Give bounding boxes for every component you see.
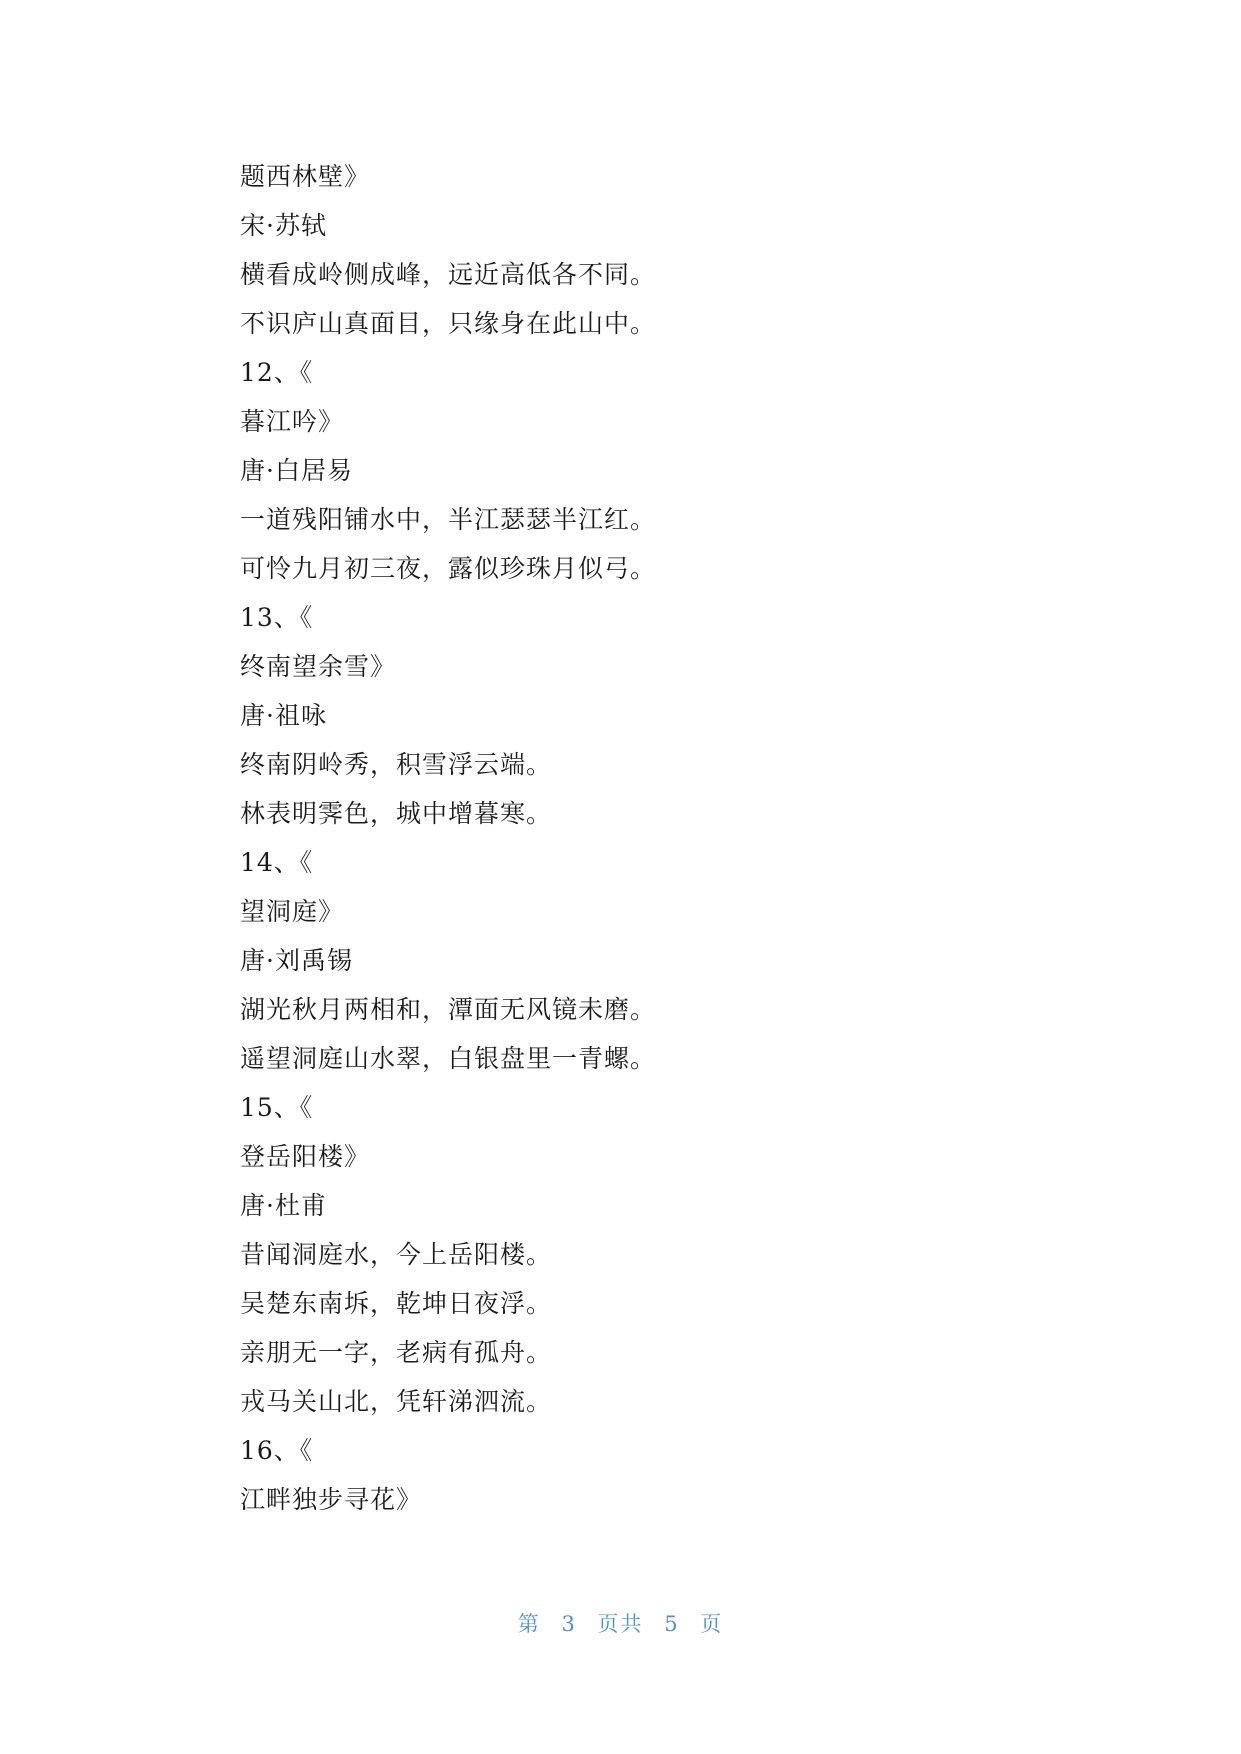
text-line: 14、《 xyxy=(240,848,314,877)
text-line: 12、《 xyxy=(240,358,314,387)
text-line: 题西林壁》 xyxy=(240,162,371,191)
text-line: 登岳阳楼》 xyxy=(240,1142,371,1171)
footer-prefix: 第 xyxy=(517,1612,541,1636)
text-line: 可怜九月初三夜，露似珍珠月似弓。 xyxy=(240,554,657,583)
text-line: 昔闻洞庭水，今上岳阳楼。 xyxy=(240,1240,553,1269)
text-line: 江畔独步寻花》 xyxy=(240,1485,423,1514)
text-line: 暮江吟》 xyxy=(240,407,345,436)
current-page-number: 3 xyxy=(561,1612,577,1636)
text-line: 终南望余雪》 xyxy=(240,652,397,681)
text-line: 亲朋无一字，老病有孤舟。 xyxy=(240,1338,553,1367)
text-line: 不识庐山真面目，只缘身在此山中。 xyxy=(240,309,657,338)
text-line: 宋·苏轼 xyxy=(240,211,327,240)
text-line: 15、《 xyxy=(240,1093,314,1122)
text-line: 13、《 xyxy=(240,603,314,632)
text-line: 横看成岭侧成峰，远近高低各不同。 xyxy=(240,260,657,289)
total-page-number: 5 xyxy=(664,1612,680,1636)
text-line: 林表明霁色，城中增暮寒。 xyxy=(240,799,553,828)
text-line: 唐·杜甫 xyxy=(240,1191,327,1220)
text-line: 吴楚东南坼，乾坤日夜浮。 xyxy=(240,1289,553,1318)
text-line: 终南阴岭秀，积雪浮云端。 xyxy=(240,750,553,779)
text-line: 唐·白居易 xyxy=(240,456,353,485)
page-footer xyxy=(0,1608,1241,1638)
text-line: 戎马关山北，凭轩涕泗流。 xyxy=(240,1387,553,1416)
text-line: 湖光秋月两相和，潭面无风镜未磨。 xyxy=(240,995,657,1024)
footer-middle: 页共 xyxy=(597,1612,644,1636)
text-line: 一道残阳铺水中，半江瑟瑟半江红。 xyxy=(240,505,657,534)
poem-content xyxy=(240,152,1140,1524)
text-line: 唐·刘禹锡 xyxy=(240,946,353,975)
text-line: 遥望洞庭山水翠，白银盘里一青螺。 xyxy=(240,1044,657,1073)
text-line: 16、《 xyxy=(240,1436,314,1465)
text-line: 唐·祖咏 xyxy=(240,701,327,730)
footer-suffix: 页 xyxy=(700,1612,724,1636)
text-line: 望洞庭》 xyxy=(240,897,345,926)
